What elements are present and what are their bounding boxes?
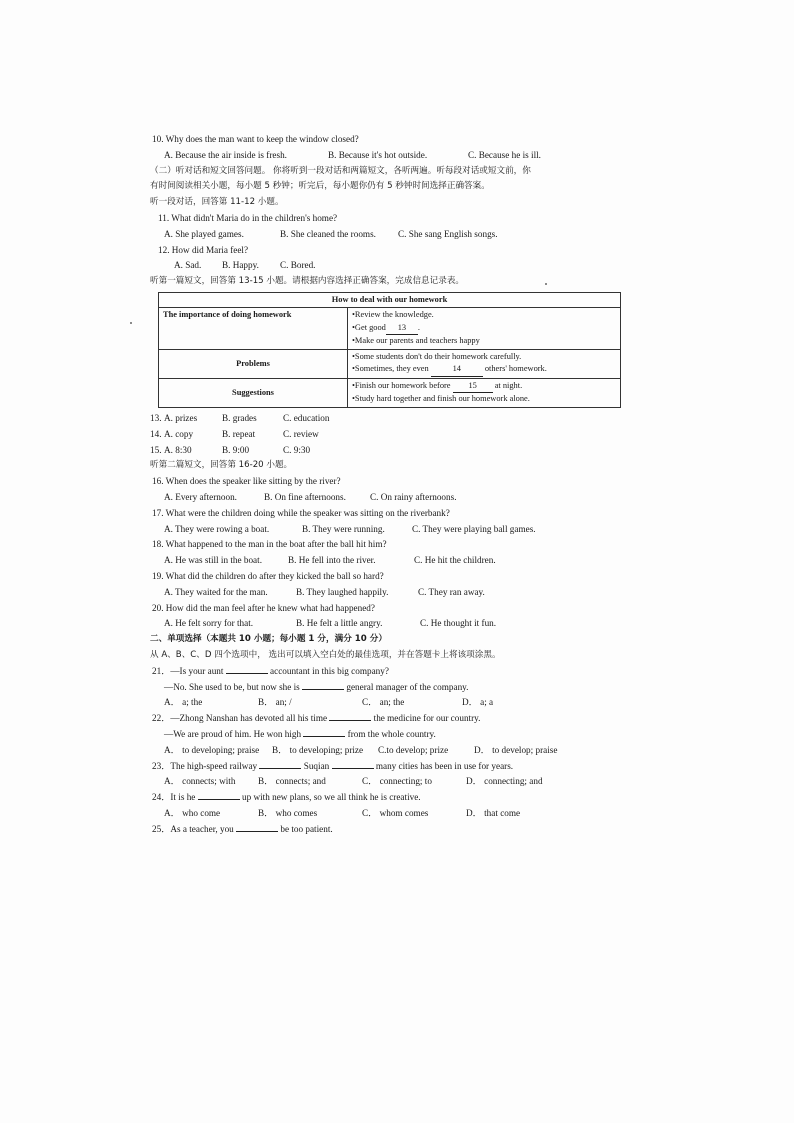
- option-c: C. He thought it fun.: [420, 618, 497, 629]
- blank-13: 13: [386, 322, 418, 336]
- option-b: B. Because it's hot outside.: [328, 149, 428, 160]
- option-a: A． who come: [164, 807, 221, 818]
- option-b: B． who comes: [258, 807, 318, 818]
- row-label-suggestions: Suggestions: [159, 378, 348, 407]
- option-c: C. They were playing ball games.: [412, 523, 536, 534]
- row-content-suggestions: [348, 378, 621, 407]
- row-content-importance: [348, 308, 621, 350]
- option-a: A. Every afternoon.: [164, 491, 237, 502]
- option-b: B． connects; and: [258, 776, 326, 787]
- option-b: B. 9:00: [222, 444, 250, 455]
- option-c: C. education: [283, 412, 330, 423]
- table-line-blank-15: •Finish our homework before 15 at night.: [352, 380, 616, 394]
- option-a: A. They waited for the man.: [164, 586, 268, 597]
- question-25: 25．As a teacher, you be too patient.: [152, 823, 333, 834]
- option-c: C. Bored.: [280, 260, 316, 271]
- option-c: C.to develop; prize: [378, 744, 449, 755]
- option-c: C. Because he is ill.: [468, 149, 541, 160]
- option-b: B. repeat: [222, 428, 256, 439]
- section-instructions-2: 有时间阅读相关小题，每小题 5 秒钟；听完后，每小题你仍有 5 秒钟时间选择正确答案。: [150, 181, 490, 192]
- answer-blank: [332, 759, 374, 769]
- question-10-options: [150, 148, 640, 164]
- row-label-importance: The importance of doing homework: [159, 308, 348, 350]
- option-c: C． whom comes: [362, 807, 429, 818]
- option-c: C. On rainy afternoons.: [370, 491, 457, 502]
- option-b: B. On fine afternoons.: [264, 491, 346, 502]
- option-b: B. He felt a little angry.: [296, 618, 383, 629]
- option-a: A． to developing; praise: [164, 744, 260, 755]
- table-line: •Make our parents and teachers happy: [352, 336, 480, 346]
- question-14: 14. A. copy B. repeat C. review: [150, 427, 640, 443]
- option-b: B． to developing; prize: [272, 744, 364, 755]
- table-line: •Some students don't do their homework carefully.: [352, 351, 522, 361]
- question-20: 20. How did the man feel after he knew what had happened?: [152, 602, 375, 613]
- table-line: •Review the knowledge.: [352, 310, 434, 320]
- question-21-options: [150, 695, 640, 711]
- question-24-options: [150, 806, 640, 822]
- option-a: A. 8:30: [164, 444, 192, 455]
- answer-blank: [259, 759, 301, 769]
- answer-blank: [198, 790, 240, 800]
- option-c: C． an; the: [362, 697, 405, 708]
- option-a: A. They were rowing a boat.: [164, 523, 270, 534]
- answer-blank: [329, 711, 371, 721]
- row-content-problems: [348, 349, 621, 378]
- option-a: A. Sad.: [174, 260, 202, 271]
- question-20-options: [150, 616, 640, 632]
- option-c: C. She sang English songs.: [398, 228, 498, 239]
- question-17-options: [150, 522, 640, 538]
- row-label-problems: Problems: [159, 349, 348, 378]
- option-c: C. He hit the children.: [414, 555, 496, 566]
- scan-speck: [130, 322, 132, 324]
- question-12: 12. How did Maria feel?: [158, 244, 249, 255]
- option-a: A. He was still in the boat.: [164, 555, 262, 566]
- question-12-options: [150, 258, 640, 274]
- option-a: A. She played games.: [164, 228, 244, 239]
- question-11: 11. What didn't Maria do in the children's home?: [158, 212, 338, 223]
- answer-blank: [302, 680, 344, 690]
- question-16-options: [150, 490, 640, 506]
- option-d: D． to develop; praise: [474, 744, 558, 755]
- blank-15: 15: [453, 380, 493, 394]
- option-b: B. He fell into the river.: [288, 555, 376, 566]
- question-17: 17. What were the children doing while the speaker was sitting on the riverbank?: [152, 507, 450, 518]
- answer-blank: [236, 822, 278, 832]
- option-b: B. She cleaned the rooms.: [280, 228, 376, 239]
- table-title: How to deal with our homework: [159, 292, 621, 308]
- option-d: D． that come: [466, 807, 521, 818]
- option-a: A. copy: [164, 428, 194, 439]
- option-d: D． connecting; and: [466, 776, 543, 787]
- question-18: 18. What happened to the man in the boat after the ball hit him?: [152, 539, 387, 550]
- question-19-options: [150, 585, 640, 601]
- question-18-options: [150, 553, 640, 569]
- option-c: C. They ran away.: [418, 586, 485, 597]
- exam-content: [150, 132, 640, 837]
- question-24: 24．It is he up with new plans, so we all think he is creative.: [152, 792, 421, 803]
- option-c: C. 9:30: [283, 444, 311, 455]
- blank-14: 14: [431, 363, 483, 377]
- answer-blank: [226, 664, 268, 674]
- question-23: 23．The high-speed railway Suqian many cities has been in use for years.: [152, 760, 514, 771]
- question-16: 16. When does the speaker like sitting by the river?: [152, 476, 341, 487]
- passage2-intro: 听第二篇短文，回答第 16-20 小题。: [150, 460, 293, 471]
- passage1-intro: 听第一篇短文，回答第 13-15 小题。请根据内容选择正确答案，完成信息记录表。: [150, 276, 465, 287]
- question-11-options: [150, 227, 640, 243]
- section-single-choice-title: 二、单项选择（本题共 10 小题；每小题 1 分，满分 10 分）: [150, 634, 387, 645]
- section-instructions: （二）听对话和短文回答问题。 你将听到一段对话和两篇短文，各听两遍。听每段对话或短文前，你: [150, 165, 531, 176]
- question-13: 13. A. prizes B. grades C. education: [150, 411, 640, 427]
- option-a: A. prizes: [164, 412, 198, 423]
- option-b: B. They laughed happily.: [296, 586, 389, 597]
- option-c: C． connecting; to: [362, 776, 432, 787]
- option-a: A． connects; with: [164, 776, 236, 787]
- option-b: B. They were running.: [302, 523, 385, 534]
- question-21: 21．—Is your aunt accountant in this big company?: [152, 665, 389, 676]
- option-d: D． a; a: [462, 697, 494, 708]
- question-22-options: [150, 743, 640, 759]
- question-10: 10. Why does the man want to keep the window closed?: [152, 134, 359, 144]
- question-21-line-2: —No. She used to be, but now she is general manager of the company.: [164, 681, 469, 692]
- option-b: B. Happy.: [222, 260, 259, 271]
- answer-blank: [303, 727, 345, 737]
- option-a: A. Because the air inside is fresh.: [164, 149, 287, 160]
- option-b: B. grades: [222, 412, 257, 423]
- question-19: 19. What did the children do after they kicked the ball so hard?: [152, 570, 384, 581]
- option-c: C. review: [283, 428, 319, 439]
- info-record-table: [158, 292, 621, 408]
- dialog-intro: 听一段对话，回答第 11-12 小题。: [150, 197, 284, 208]
- table-line-blank-14: •Sometimes, they even 14 others' homework.: [352, 363, 616, 377]
- option-a: A. He felt sorry for that.: [164, 618, 254, 629]
- question-23-options: [150, 774, 640, 790]
- option-b: B． an; /: [258, 697, 292, 708]
- question-15: 15. A. 8:30 B. 9:00 C. 9:30: [150, 443, 640, 459]
- table-line-blank-13: •Get good 13 .: [352, 322, 616, 336]
- section-single-choice-instructions: 从 A、B、C、D 四个选项中， 选出可以填入空白处的最佳选项，并在答题卡上将该项涂黑。: [150, 649, 501, 660]
- question-22-line-2: —We are proud of him. He won high from the whole country.: [164, 728, 436, 739]
- question-22: 22．—Zhong Nanshan has devoted all his time the medicine for our country.: [152, 713, 481, 724]
- table-line: •Study hard together and finish our homework alone.: [352, 394, 530, 404]
- option-a: A． a; the: [164, 697, 203, 708]
